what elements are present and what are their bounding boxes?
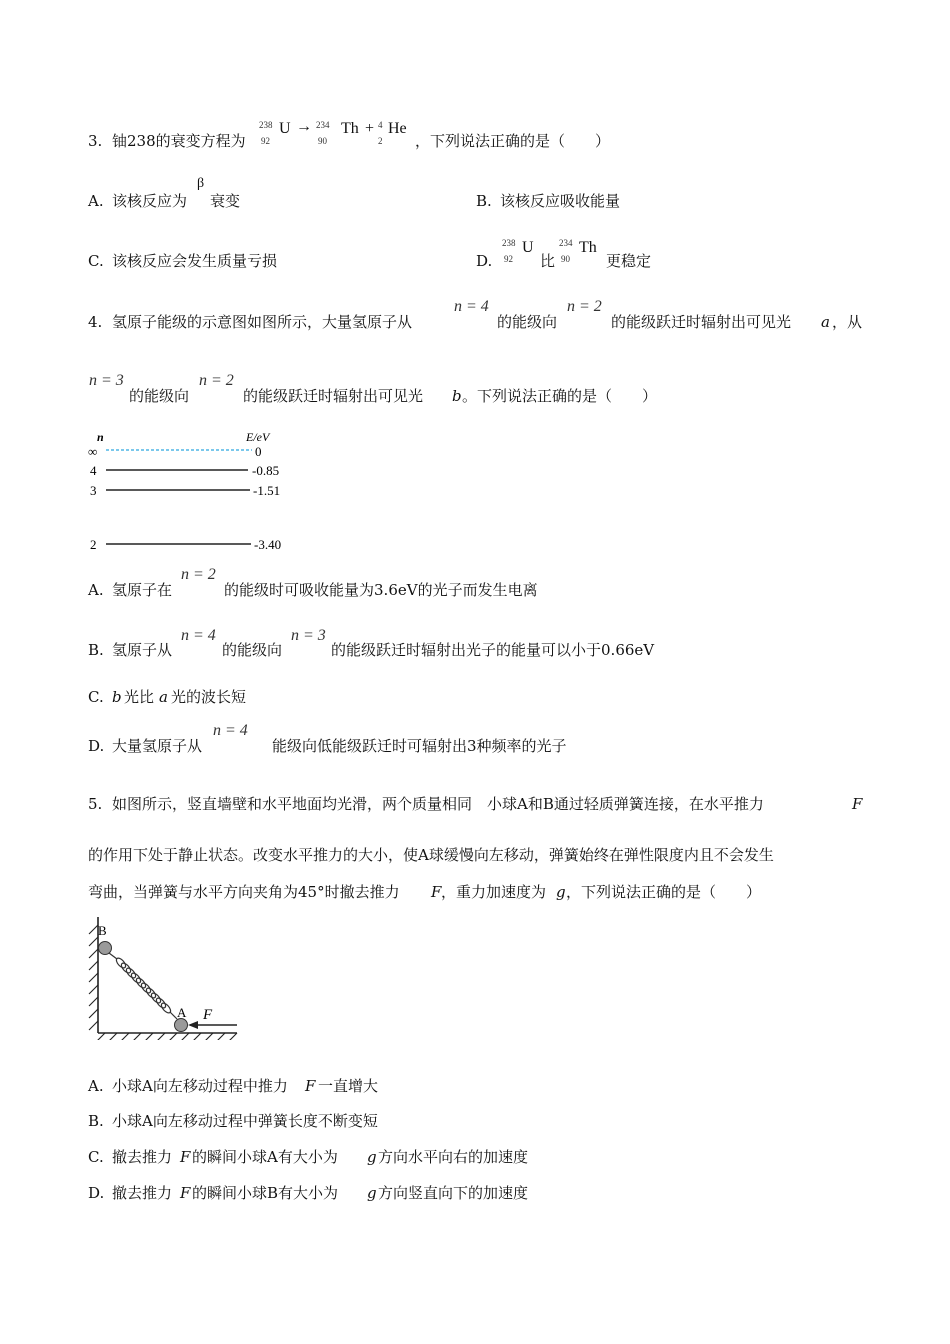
q4-option-c-label: C. xyxy=(88,688,104,706)
q5-number: 5. xyxy=(88,795,103,813)
q4-number: 4. xyxy=(88,313,103,331)
he-charge-number: 2 xyxy=(378,136,383,146)
q4-option-a-text-1: 氢原子在 xyxy=(112,581,173,599)
q5-option-c-text-2: 的瞬间小球A有大小为 xyxy=(192,1148,338,1166)
d-compare-word: 比 xyxy=(540,252,556,270)
ball-a-label: A xyxy=(177,1005,187,1020)
q4-stem-4: ，从 xyxy=(832,313,863,331)
q3-option-d-label: D. xyxy=(476,252,493,270)
q4-option-b-formula-1: n = 4 xyxy=(181,627,216,644)
q5-var-f: F xyxy=(852,795,863,813)
force-label: F xyxy=(203,1007,213,1023)
q4-option-a-label: A. xyxy=(88,581,104,599)
q5-stem-1: 如图所示，竖直墙壁和水平地面均光滑，两个质量相同 小球A和B通过轻质弹簧连接，在水平推力 xyxy=(112,795,764,813)
he-symbol: He xyxy=(388,120,407,137)
energy-level-diagram xyxy=(80,425,310,555)
u-symbol: U xyxy=(279,120,291,137)
q5-option-d-text-2: 的瞬间小球B有大小为 xyxy=(192,1184,339,1202)
q3-option-a-label: A. xyxy=(88,192,104,210)
q3-option-a-text-end: 衰变 xyxy=(210,192,241,210)
q4-option-d-formula: n = 4 xyxy=(213,722,248,739)
q4-option-d-text-2: 能级向低能级跃迁时可辐射出3种频率的光子 xyxy=(272,737,567,755)
q5-option-d-label: D. xyxy=(88,1184,105,1202)
u-charge-number: 92 xyxy=(261,136,270,146)
q5-option-a-text-1: 小球A向左移动过程中推力 xyxy=(112,1077,288,1095)
q4-option-a-formula: n = 2 xyxy=(181,566,216,583)
level-energy-infinity: 0 xyxy=(255,444,262,459)
q4-option-c-var-a: a xyxy=(159,688,168,706)
q5-option-a-var-f: F xyxy=(305,1077,316,1095)
q4-option-b-text-1: 氢原子从 xyxy=(112,641,173,659)
d-th-mass: 234 xyxy=(559,238,573,248)
q5-option-c-label: C. xyxy=(88,1148,104,1166)
q3-option-c-label: C. xyxy=(88,252,104,270)
plus-symbol: + xyxy=(365,120,375,137)
q4-stem-2: 的能级向 xyxy=(497,313,558,331)
q3-option-a-text: 该核反应为 xyxy=(112,192,188,210)
q4-option-a-text-2: 的能级时可吸收能量为3.6eV的光子而发生电离 xyxy=(224,581,538,599)
force-arrow-head xyxy=(188,1021,198,1029)
q4-stem-3: 的能级跃迁时辐射出可见光 xyxy=(611,313,792,331)
q5-option-b-label: B. xyxy=(88,1112,104,1130)
q3-option-b-label: B. xyxy=(476,192,492,210)
wall-hatching xyxy=(89,925,98,1030)
q5-option-d-var-g: g xyxy=(367,1184,377,1202)
he-mass-number: 4 xyxy=(378,120,383,130)
q3-option-c-text: 该核反应会发生质量亏损 xyxy=(112,252,278,270)
q3-option-d-text-end: 更稳定 xyxy=(606,252,652,270)
d-th-charge: 90 xyxy=(561,254,570,264)
d-u-symbol: U xyxy=(522,239,534,256)
q4-option-c-var-b: b xyxy=(112,688,122,706)
spring-wall-figure xyxy=(85,915,245,1040)
n2-formula: n = 2 xyxy=(567,298,602,315)
u-mass-number: 238 xyxy=(259,120,273,130)
q5-var-f-2: F xyxy=(431,883,442,901)
level-energy-3: -1.51 xyxy=(253,483,281,498)
th-symbol: Th xyxy=(341,120,359,137)
axis-label-n: n xyxy=(97,430,104,444)
q4-option-b-label: B. xyxy=(88,641,104,659)
spring xyxy=(109,953,177,1019)
q5-option-c-var-f: F xyxy=(180,1148,191,1166)
q3-stem: 铀238的衰变方程为 xyxy=(112,132,246,150)
n2-formula-2: n = 2 xyxy=(199,372,234,389)
q4-option-c-text-1: 光比 xyxy=(124,688,155,706)
q5-option-c-var-g: g xyxy=(367,1148,377,1166)
level-n-2: 2 xyxy=(90,537,97,552)
n3-formula: n = 3 xyxy=(89,372,124,389)
ball-a xyxy=(175,1019,188,1032)
q4-option-d-text-1: 大量氢原子从 xyxy=(112,737,203,755)
d-u-charge: 92 xyxy=(504,254,513,264)
ball-b-label: B xyxy=(98,923,107,938)
q3-number: 3. xyxy=(88,132,103,150)
axis-label-energy: E/eV xyxy=(246,430,270,444)
ball-b xyxy=(99,942,112,955)
q5-option-d-var-f: F xyxy=(180,1184,191,1202)
q4-stem-6: 的能级跃迁时辐射出可见光 xyxy=(243,387,424,405)
beta-symbol: β xyxy=(197,176,205,191)
q5-stem-5: ，下列说法正确的是（ ） xyxy=(566,883,762,901)
q4-option-d-label: D. xyxy=(88,737,105,755)
q5-option-d-text-1: 撤去推力 xyxy=(112,1184,173,1202)
th-mass-number: 234 xyxy=(316,120,330,130)
q5-option-b-text: 小球A向左移动过程中弹簧长度不断变短 xyxy=(112,1112,378,1130)
q5-option-a-label: A. xyxy=(88,1077,104,1095)
q4-stem-1: 氢原子能级的示意图如图所示，大量氢原子从 xyxy=(112,313,413,331)
q5-stem-2: 的作用下处于静止状态。改变水平推力的大小，使A球缓慢向左移动，弹簧始终在弹性限度内且不会发生 xyxy=(88,846,774,864)
level-n-4: 4 xyxy=(90,463,97,478)
q4-var-a: a xyxy=(821,313,830,331)
d-u-mass: 238 xyxy=(502,238,516,248)
q4-option-b-formula-2: n = 3 xyxy=(291,627,326,644)
level-energy-4: -0.85 xyxy=(252,463,280,478)
q3-option-b-text: 该核反应吸收能量 xyxy=(500,192,621,210)
th-charge-number: 90 xyxy=(318,136,327,146)
q5-option-a-text-2: 一直增大 xyxy=(318,1077,379,1095)
arrow-symbol: → xyxy=(296,118,312,135)
q5-option-c-text-1: 撤去推力 xyxy=(112,1148,173,1166)
level-n-3: 3 xyxy=(90,483,97,498)
q5-option-c-text-3: 方向水平向右的加速度 xyxy=(378,1148,529,1166)
level-energy-2: -3.40 xyxy=(254,537,282,552)
q5-stem-4: ，重力加速度为 xyxy=(441,883,547,901)
q4-stem-7: 。下列说法正确的是（ ） xyxy=(462,387,658,405)
floor-hatching xyxy=(97,1033,237,1040)
q5-option-d-text-3: 方向竖直向下的加速度 xyxy=(378,1184,529,1202)
q3-stem-end: ，下列说法正确的是（ ） xyxy=(415,132,611,150)
q4-var-b: b xyxy=(452,387,462,405)
q5-var-g: g xyxy=(556,883,566,901)
q5-stem-3: 弯曲，当弹簧与水平方向夹角为45°时撤去推力 xyxy=(88,883,400,901)
q4-stem-5: 的能级向 xyxy=(129,387,190,405)
n4-formula: n = 4 xyxy=(454,298,489,315)
q4-option-b-text-2: 的能级向 xyxy=(222,641,283,659)
q4-option-b-text-3: 的能级跃迁时辐射出光子的能量可以小于0.66eV xyxy=(331,641,655,659)
q4-option-c-text-2: 光的波长短 xyxy=(171,688,247,706)
level-n-infinity: ∞ xyxy=(88,444,98,459)
d-th-symbol: Th xyxy=(579,239,597,256)
